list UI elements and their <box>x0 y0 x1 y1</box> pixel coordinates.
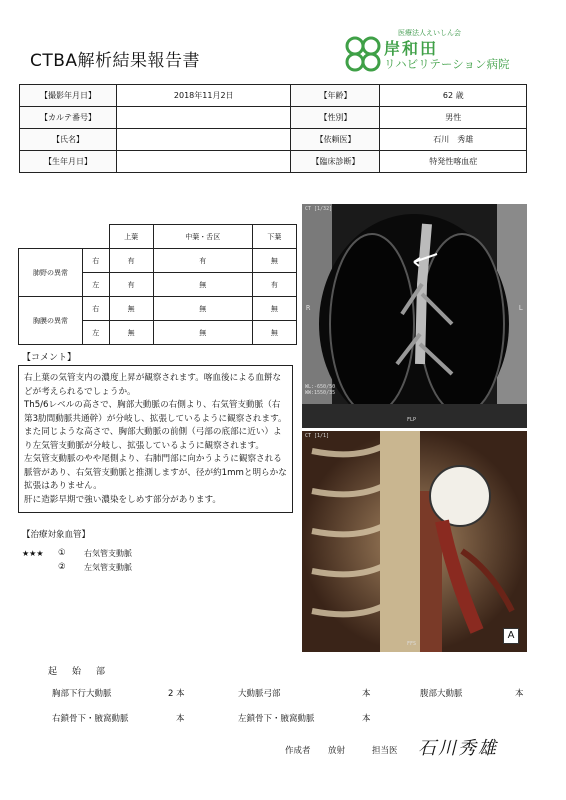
origin-label: 胸部下行大動脈 <box>52 689 112 699</box>
doctor-label: 【依頼医】 <box>291 129 380 151</box>
ct-right-marker: R <box>306 304 311 312</box>
group-label: 肺野の異常 <box>19 249 83 297</box>
priority-stars: ★★★ <box>22 549 44 558</box>
name-label: 【氏名】 <box>20 129 117 151</box>
origin-label: 左鎖骨下・腋窩動脈 <box>238 714 315 724</box>
age-label: 【年齢】 <box>291 85 380 107</box>
ct-bottom-label: FLP <box>407 417 417 423</box>
findings-table <box>18 224 297 345</box>
report-title: CTBA解析結果報告書 <box>30 51 201 71</box>
origin-count: 本 <box>362 689 371 699</box>
finding-cell: 無 <box>252 249 296 273</box>
sex-label: 【性別】 <box>291 107 380 129</box>
side-label: 右 <box>83 297 110 321</box>
origin-label: 右鎖骨下・腋窩動脈 <box>52 714 129 724</box>
comment-paragraph: Th5/6レベルの高さで、胸部大動脈の右側より、右気管支動脈（右第3肋間動脈共通幹）が分岐し、拡張しているように観察されます。 <box>24 400 287 424</box>
org-small-name: 医療法人えいしん会 <box>398 29 461 37</box>
col-header: 中葉・舌区 <box>153 225 252 249</box>
ct-lung-graphic <box>302 204 527 428</box>
dob-value <box>117 151 291 173</box>
patient-info-table <box>19 84 527 173</box>
target-number: ① <box>58 548 66 558</box>
chart-label: 【カルテ番号】 <box>20 107 117 129</box>
comment-box <box>18 365 293 513</box>
side-label: 左 <box>83 273 110 297</box>
finding-cell: 有 <box>109 273 153 297</box>
finding-cell: 無 <box>153 321 252 345</box>
target-vessel: 左気管支動脈 <box>84 563 132 572</box>
age-value: 62 歳 <box>380 85 527 107</box>
origin-label: 腹部大動脈 <box>420 689 463 699</box>
vr-bottom-label: FFS <box>407 641 417 647</box>
side-label: 左 <box>83 321 110 345</box>
group-label: 胸膜の異常 <box>19 297 83 345</box>
ct-series-label: CT [1/32] <box>305 206 333 212</box>
finding-cell: 無 <box>153 297 252 321</box>
origin-count: 本 <box>515 689 524 699</box>
date-label: 【撮影年月日】 <box>20 85 117 107</box>
side-label: 右 <box>83 249 110 273</box>
origin-label: 大動脈弓部 <box>238 689 281 699</box>
hospital-logo-icon <box>343 36 383 72</box>
col-header: 下葉 <box>252 225 296 249</box>
ct-left-marker: L <box>518 304 523 312</box>
finding-cell: 無 <box>153 273 252 297</box>
dob-label: 【生年月日】 <box>20 151 117 173</box>
chart-value <box>117 107 291 129</box>
doctor-value: 石川 秀雄 <box>380 129 527 151</box>
ct-coronal-image <box>302 204 527 428</box>
origin-count: 本 <box>362 714 371 724</box>
finding-cell: 無 <box>252 321 296 345</box>
vr-series-label: CT [1/1] <box>305 433 330 439</box>
vr-3d-image <box>302 431 527 652</box>
comment-heading: 【コメント】 <box>22 353 77 363</box>
vr-view-tag: A <box>503 628 519 644</box>
finding-cell: 有 <box>153 249 252 273</box>
sex-value: 男性 <box>380 107 527 129</box>
finding-cell: 無 <box>109 297 153 321</box>
diagnosis-label: 【臨床診断】 <box>291 151 380 173</box>
target-vessel: 右気管支動脈 <box>84 549 132 558</box>
finding-cell: 有 <box>109 249 153 273</box>
name-value <box>117 129 291 151</box>
org-sub-name: リハビリテーション病院 <box>384 57 510 71</box>
finding-cell: 無 <box>252 297 296 321</box>
col-header: 上葉 <box>109 225 153 249</box>
finding-cell: 有 <box>252 273 296 297</box>
vr-aorta-graphic <box>302 431 527 652</box>
date-value: 2018年11月2日 <box>117 85 291 107</box>
diagnosis-value: 特発性喀血症 <box>380 151 527 173</box>
target-number: ② <box>58 562 66 572</box>
comment-paragraph: また同じような高さで、胸部大動脈の前側（弓部の底部に近い）より左気管支動脈が分岐し、拡張しているように観察されます。 <box>24 427 282 451</box>
org-name: 岸和田 <box>384 39 439 58</box>
author-label: 作成者 <box>285 746 311 756</box>
target-heading: 【治療対象血管】 <box>22 530 91 540</box>
origin-count: 2 本 <box>168 689 185 699</box>
comment-paragraph: 肝に造影早期で強い濃染をしめす部分があります。 <box>24 494 221 505</box>
origin-heading: 起 始 部 <box>48 667 109 677</box>
finding-cell: 無 <box>109 321 153 345</box>
origin-count: 本 <box>176 714 185 724</box>
doctor-signature: 石川秀雄 <box>418 738 498 759</box>
comment-paragraph: 左気管支動脈のやや尾側より、右肺門部に向かうように観察される脈管があり、右気管支動脈と推測しますが、径が約1mmと明らかな拡張はありません。 <box>24 454 287 491</box>
ct-window-label: WL:-650/50 WW:1550/35 <box>305 384 336 396</box>
department: 放射 <box>328 746 346 756</box>
comment-paragraph: 右上葉の気管支内の濃度上昇が観察されます。喀血後による血餅などが考えられるでしょうか。 <box>24 373 282 397</box>
role-label: 担当医 <box>372 746 398 756</box>
